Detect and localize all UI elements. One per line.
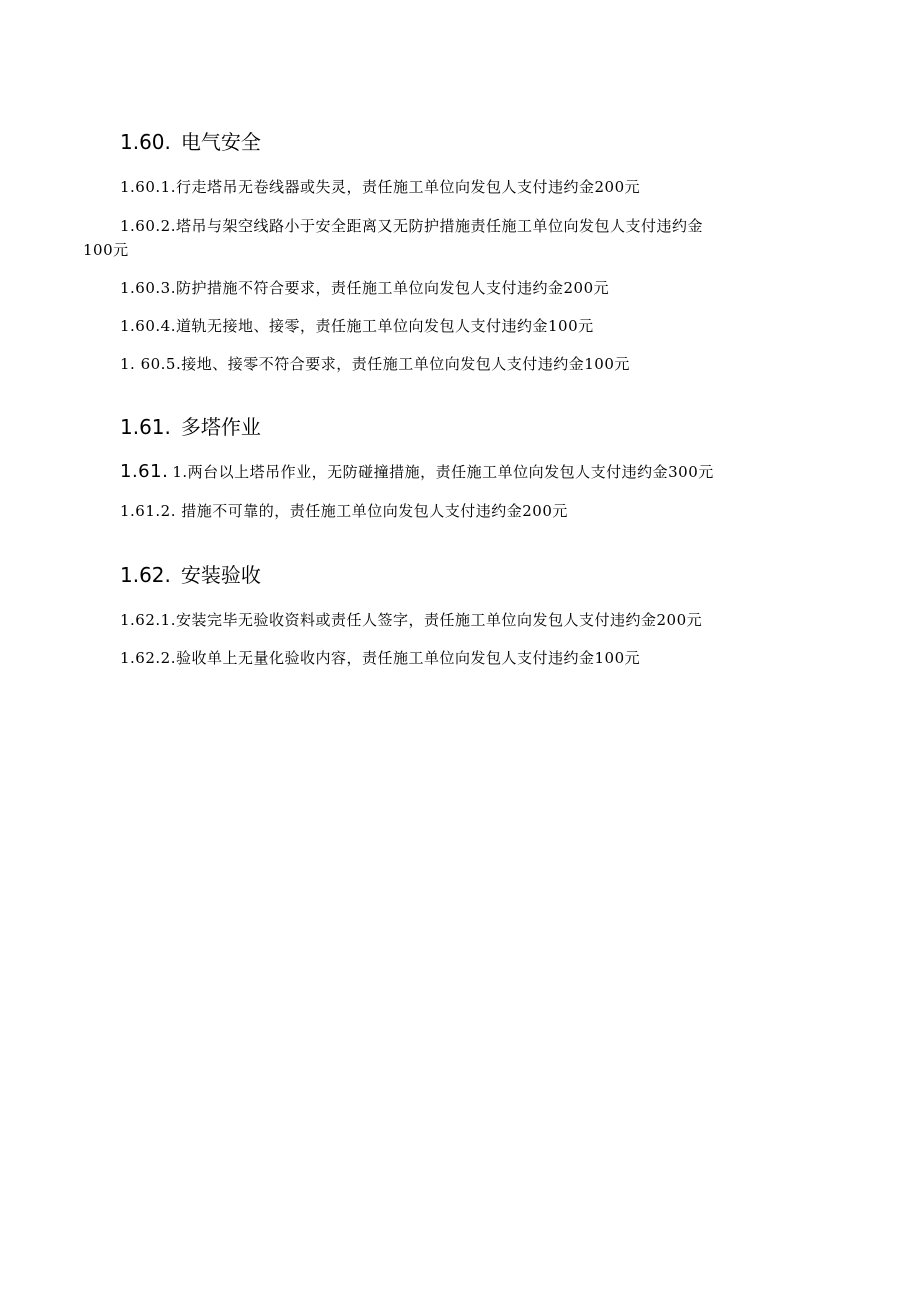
section-heading-1-61 <box>120 415 261 439</box>
section-title: 多塔作业 <box>180 415 261 439</box>
section-number: 1.62. <box>120 563 171 587</box>
clause-1-62-2: 1.62.2.验收单上无量化验收内容，责任施工单位向发包人支付违约金100元 <box>120 649 641 667</box>
clause-1-60-5: 1. 60.5.接地、接零不符合要求，责任施工单位向发包人支付违约金100元 <box>120 355 630 373</box>
section-number: 1.61. <box>120 415 171 439</box>
clause-1-60-1: 1.60.1.行走塔吊无卷线器或失灵，责任施工单位向发包人支付违约金200元 <box>120 178 641 196</box>
clause-1-61-1 <box>120 462 714 482</box>
clause-1-60-2: 1.60.2.塔吊与架空线路小于安全距离又无防护措施责任施工单位向发包人支付违约金 <box>120 217 703 235</box>
clause-1-61-2: 1.61.2. 措施不可靠的，责任施工单位向发包人支付违约金200元 <box>120 502 568 520</box>
section-title: 电气安全 <box>180 130 261 154</box>
section-title: 安装验收 <box>180 563 261 587</box>
section-heading-1-60 <box>120 130 261 154</box>
clause-1-60-2-continuation: 100元 <box>83 241 129 259</box>
clause-text: 1.两台以上塔吊作业，无防碰撞措施，责任施工单位向发包人支付违约金300元 <box>172 463 714 481</box>
section-number: 1.60. <box>120 130 171 154</box>
section-heading-1-62 <box>120 563 261 587</box>
clause-1-60-4: 1.60.4.道轨无接地、接零，责任施工单位向发包人支付违约金100元 <box>120 317 594 335</box>
clause-1-62-1: 1.62.1.安装完毕无验收资料或责任人签字，责任施工单位向发包人支付违约金200元 <box>120 611 703 629</box>
clause-1-60-3: 1.60.3.防护措施不符合要求，责任施工单位向发包人支付违约金200元 <box>120 279 610 297</box>
clause-number-prefix: 1.61. <box>120 461 169 482</box>
